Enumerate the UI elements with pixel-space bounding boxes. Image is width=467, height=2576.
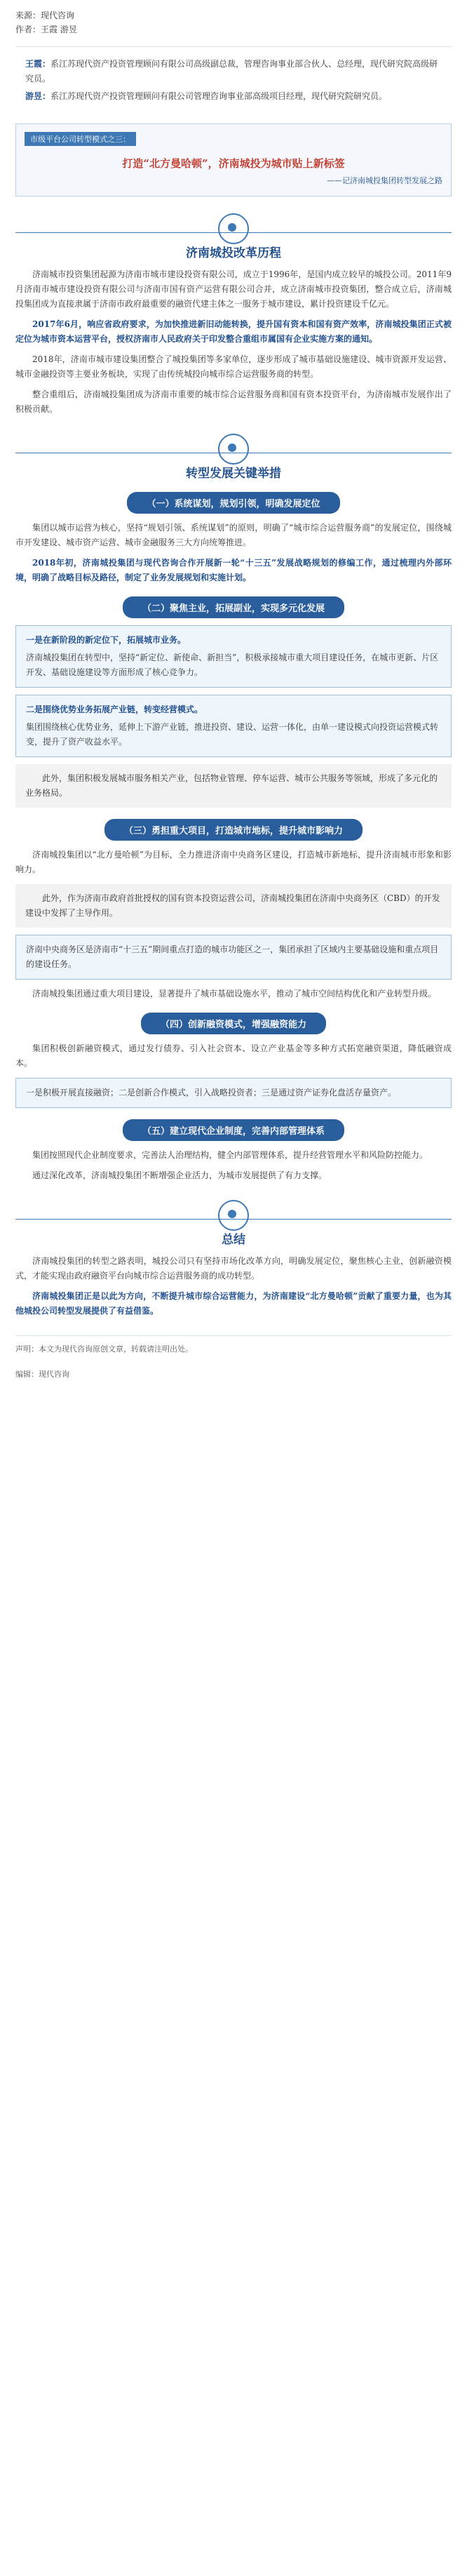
box-text: 一是积极开展直接融资；二是创新合作模式，引入战略投资者；三是通过资产证券化盘活存量资产。 [26, 1088, 397, 1097]
paragraph [15, 317, 452, 347]
article-headline: 打造“北方曼哈顿”，济南城投为城市贴上新标签 [122, 157, 345, 170]
paragraph: 济南城投集团的转型之路表明，城投公司只有坚持市场化改革方向，明确发展定位，聚焦核心主业，创新融资模式，才能实现由政府融资平台向城市综合运营服务商的成功转型。 [15, 1256, 452, 1281]
author-name: 游昱： [25, 91, 51, 101]
paragraph: 集团按照现代企业制度要求，完善法人治理结构，健全内部管理体系，提升经营管理水平和风险防控能力。 [32, 1150, 428, 1160]
info-box [15, 625, 452, 688]
section-circle-icon [218, 213, 249, 244]
article-subtitle: ——记济南城投集团转型发展之路 [327, 176, 442, 185]
paragraph: 济南城市投资集团起源为济南市城市建设投资有限公司，成立于1996年，是国内成立较早的城投公司。2011年9月济南市城市建设投资有限公司与济南市国有资产运营有限公司合并，成立济南城市投资集团，整合成立后，济南城投集团成为直接隶属于济南市政府最重要的融资代建主体之一服务于城市建设，累计投资建设千亿元。 [15, 269, 452, 309]
author-bio [25, 57, 442, 86]
author-line: 作者：王霞 游昱 [15, 25, 77, 34]
subsection-heading: （一）系统谋划，规划引领，明确发展定位 [0, 492, 467, 514]
subsection-heading: （三）勇担重大项目，打造城市地标，提升城市影响力 [0, 819, 467, 841]
info-box [15, 935, 452, 980]
box-text: 济南中央商务区是济南市“十三五”期间重点打造的城市功能区之一，集团承担了区域内主要基础设施和重点项目的建设任务。 [26, 945, 439, 969]
paragraph: 整合重组后，济南城投集团成为济南市重要的城市综合运营服务商和国有资本投资平台，为济南城市发展作出了积极贡献。 [15, 389, 452, 414]
paragraph: 2018年，济南市城市建设集团整合了城投集团等多家单位，逐步形成了城市基础设施建设、城市资源开发运营、城市金融投资等主要业务板块，实现了由传统城投向城市综合运营服务商的转型。 [15, 354, 452, 379]
box-text: 济南城投集团在转型中，坚持“新定位、新使命、新担当”，积极承接城市重大项目建设任务，在城市更新、片区开发、基础设施建设等方面形成了核心竞争力。 [26, 653, 439, 677]
paragraph: 济南城投集团通过重大项目建设，显著提升了城市基础设施水平，推动了城市空间结构优化和产业转型升级。 [32, 989, 437, 999]
author-desc: 系江苏现代资产投资管理顾问有限公司管理咨询事业部高级项目经理，现代研究院研究员。 [50, 91, 388, 101]
author-desc: 系江苏现代资产投资管理顾问有限公司高级副总裁，管理咨询事业部合伙人、总经理，现代研究院高级研究员。 [25, 59, 438, 84]
section-header [0, 434, 467, 481]
paragraph: 济南城投集团以“北方曼哈顿”为目标，全力推进济南中央商务区建设，打造城市新地标，提升济南城市形象和影响力。 [15, 850, 452, 874]
highlight-text: 济南城投集团正是以此为方向，不断提升城市综合运营能力，为济南建设“北方曼哈顿”贡献了重要力量，也为其他城投公司转型发展提供了有益借鉴。 [15, 1291, 452, 1316]
article-footer: 声明：本文为现代咨询原创文章，转载请注明出处。 [15, 1335, 452, 1356]
box-title: 二是围绕优势业务拓展产业链，转变经营模式。 [26, 705, 203, 714]
box-title: 一是在新阶段的新定位下，拓展城市业务。 [26, 635, 187, 645]
series-tag: 市级平台公司转型模式之三： [25, 132, 136, 146]
paragraph: 集团以城市运营为核心，坚持“规划引领、系统谋划”的原则，明确了“城市综合运营服务商”的发展定位，围绕城市开发建设、城市资产运营、城市金融服务三大方向统筹推进。 [15, 523, 452, 547]
article-meta [0, 0, 467, 36]
section-title: 转型发展关键举措 [186, 467, 281, 481]
subsection-heading: （四）创新融资模式，增强融资能力 [0, 1013, 467, 1034]
author-bios [15, 46, 452, 114]
article-banner [15, 124, 452, 196]
section-circle-icon [218, 434, 249, 465]
section-title: 济南城投改革历程 [186, 246, 281, 260]
paragraph [15, 556, 452, 585]
subsection-heading: （五）建立现代企业制度，完善内部管理体系 [0, 1119, 467, 1141]
author-name: 王霞： [25, 59, 51, 69]
subsection-heading: （二）聚焦主业，拓展副业，实现多元化发展 [0, 596, 467, 618]
section-header [0, 1200, 467, 1247]
source-line: 来源：现代咨询 [15, 11, 75, 20]
info-box [15, 1078, 452, 1108]
box-text: 集团围绕核心优势业务，延伸上下游产业链，推进投资、建设、运营一体化，由单一建设模式向投资运营模式转变，提升了资产收益水平。 [26, 722, 439, 747]
highlight-text: 2018年初，济南城投集团与现代咨询合作开展新一轮“十三五”发展战略规划的修编工作，通过梳理内外部环境，明确了战略目标及路径，制定了业务发展规划和实施计划。 [15, 558, 452, 582]
section-title: 总结 [222, 1233, 245, 1247]
section-circle-icon [218, 1200, 249, 1231]
info-box [15, 695, 452, 757]
highlight-text: 2017年6月，响应省政府要求，为加快推进新旧动能转换，提升国有资本和国有资产效率，济南城投集团正式被定位为城市资本运营平台，授权济南市人民政府关于印发整合重组市属国有企业实施方案的通知。 [15, 319, 452, 344]
editor-line: 编辑：现代咨询 [15, 1370, 69, 1379]
quote-box: 此外，作为济南市政府首批授权的国有资本投资运营公司，济南城投集团在济南中央商务区（CBD）的开发建设中发挥了主导作用。 [15, 884, 452, 928]
note-box: 此外，集团积极发展城市服务相关产业，包括物业管理、停车运营、城市公共服务等领域，形成了多元化的业务格局。 [15, 764, 452, 808]
paragraph: 通过深化改革，济南城投集团不断增强企业活力，为城市发展提供了有力支撑。 [32, 1170, 327, 1180]
paragraph: 集团积极创新融资模式，通过发行债券、引入社会资本、设立产业基金等多种方式拓宽融资渠道，降低融资成本。 [15, 1043, 452, 1068]
author-bio [25, 89, 442, 104]
paragraph [15, 1289, 452, 1319]
section-header [0, 213, 467, 260]
